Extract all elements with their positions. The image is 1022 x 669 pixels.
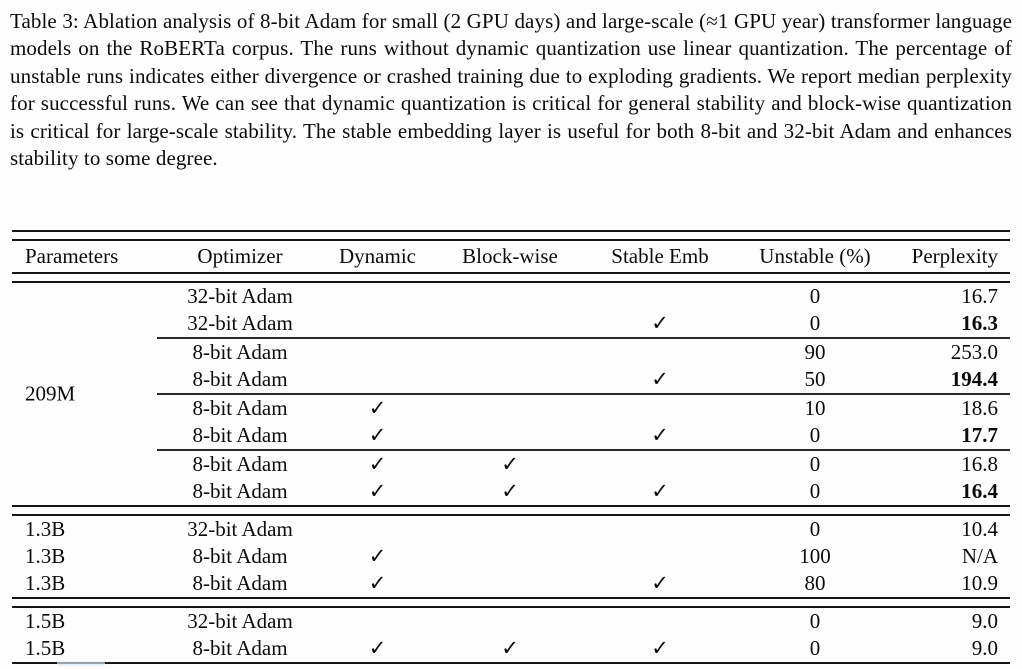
table-row xyxy=(12,310,1010,337)
cell-unstable: 0 xyxy=(809,311,821,335)
table-caption: Table 3: Ablation analysis of 8-bit Adam for small (2 GPU days) and large-scale (≈1 GPU year) transformer language models on the RoBERTa corpus. The runs without dynamic quantization use linear quantization. The percentage of unstable runs indicates either divergence or crashed training due to exploding gradients. We report median perplexity for successful runs. We can see that dynamic quantization is critical for general stability and block-wise quantization is critical for large-scale stability. The stable embedding layer is useful for both 8-bit and 32-bit Adam and enhances stability to some degree. xyxy=(10,9,1012,171)
column-header-dynamic: Dynamic xyxy=(339,244,416,268)
group-209M xyxy=(12,283,1010,505)
cell-optimizer: 8-bit Adam xyxy=(192,423,288,447)
cell-perplexity: N/A xyxy=(961,544,998,568)
cell-optimizer: 8-bit Adam xyxy=(192,452,288,476)
table-row xyxy=(12,366,1010,393)
cell-perplexity: 16.3 xyxy=(961,311,998,335)
cell-perplexity: 10.9 xyxy=(961,571,998,595)
cell-unstable: 10 xyxy=(804,396,826,420)
table-row xyxy=(12,635,1010,662)
table-row xyxy=(12,395,1010,422)
table-row xyxy=(12,570,1010,597)
table-bottom-rule xyxy=(12,662,1010,669)
cell-perplexity: 17.7 xyxy=(961,423,998,447)
cell-optimizer: 8-bit Adam xyxy=(192,340,288,364)
table-top-rule xyxy=(12,230,1010,241)
checkmark-cell-stable-emb: ✓ xyxy=(651,423,669,447)
cell-optimizer: 8-bit Adam xyxy=(192,544,288,568)
checkmark-cell-stable-emb: ✓ xyxy=(651,311,669,335)
cell-optimizer: 32-bit Adam xyxy=(187,517,293,541)
cell-perplexity: 10.4 xyxy=(961,517,998,541)
cell-unstable: 0 xyxy=(809,423,821,447)
cell-unstable: 0 xyxy=(809,517,821,541)
table-row xyxy=(12,543,1010,570)
checkmark-cell-dynamic: ✓ xyxy=(368,636,387,660)
checkmark-cell-dynamic: ✓ xyxy=(368,479,387,503)
table-row xyxy=(12,283,1010,310)
cell-optimizer: 8-bit Adam xyxy=(192,479,288,503)
cell-unstable: 0 xyxy=(809,636,821,660)
header-separator-rule xyxy=(12,272,1010,283)
cell-perplexity: 16.7 xyxy=(961,284,998,308)
cell-optimizer: 32-bit Adam xyxy=(187,311,293,335)
table-row xyxy=(12,339,1010,366)
cell-parameters: 1.3B xyxy=(25,517,66,541)
cell-parameters: 1.5B xyxy=(25,609,66,633)
cell-parameters: 1.5B xyxy=(25,636,66,660)
checkmark-cell-dynamic: ✓ xyxy=(368,544,387,568)
cell-unstable: 0 xyxy=(809,284,821,308)
cell-parameters: 1.3B xyxy=(25,571,66,595)
ablation-table xyxy=(12,230,1010,669)
column-header-blockwise: Block-wise xyxy=(462,244,558,268)
cell-unstable: 0 xyxy=(809,452,821,476)
cell-optimizer: 32-bit Adam xyxy=(187,284,293,308)
cell-optimizer: 8-bit Adam xyxy=(192,396,288,420)
cell-optimizer: 8-bit Adam xyxy=(192,571,288,595)
checkmark-cell-dynamic: ✓ xyxy=(368,452,387,476)
cell-perplexity: 16.8 xyxy=(961,452,998,476)
checkmark-cell-blockwise: ✓ xyxy=(501,636,519,660)
checkmark-cell-blockwise: ✓ xyxy=(501,452,519,476)
cell-perplexity: 194.4 xyxy=(950,367,998,391)
column-header-optimizer: Optimizer xyxy=(197,244,283,268)
column-header-stable-emb: Stable Emb xyxy=(611,244,709,268)
checkmark-cell-dynamic: ✓ xyxy=(368,571,387,595)
cell-unstable: 100 xyxy=(799,544,831,568)
checkmark-cell-stable-emb: ✓ xyxy=(651,571,669,595)
cell-perplexity: 9.0 xyxy=(971,609,998,633)
table-row xyxy=(12,422,1010,449)
cell-parameters: 1.3B xyxy=(25,544,66,568)
cell-perplexity: 16.4 xyxy=(961,479,998,503)
cell-unstable: 90 xyxy=(804,340,826,364)
cell-optimizer: 32-bit Adam xyxy=(187,609,293,633)
checkmark-cell-stable-emb: ✓ xyxy=(651,479,669,503)
cell-unstable: 80 xyxy=(804,571,826,595)
scan-artifact xyxy=(57,661,105,666)
table-row xyxy=(12,516,1010,543)
checkmark-cell-stable-emb: ✓ xyxy=(651,636,669,660)
checkmark-cell-blockwise: ✓ xyxy=(501,479,519,503)
checkmark-cell-dynamic: ✓ xyxy=(368,423,387,447)
cell-unstable: 0 xyxy=(809,479,821,503)
checkmark-cell-stable-emb: ✓ xyxy=(651,367,669,391)
cell-perplexity: 18.6 xyxy=(961,396,998,420)
cell-perplexity: 9.0 xyxy=(971,636,998,660)
group-separator-rule xyxy=(12,597,1010,608)
group-separator-rule xyxy=(12,505,1010,516)
table-row xyxy=(12,478,1010,505)
column-header-perplexity: Perplexity xyxy=(911,244,998,268)
cell-unstable: 0 xyxy=(809,609,821,633)
column-header-parameters: Parameters xyxy=(25,244,119,268)
parameters-group-label: 209M xyxy=(25,381,76,406)
cell-optimizer: 8-bit Adam xyxy=(192,636,288,660)
checkmark-cell-dynamic: ✓ xyxy=(368,396,387,420)
table-row xyxy=(12,608,1010,635)
cell-optimizer: 8-bit Adam xyxy=(192,367,288,391)
table-header-row xyxy=(12,241,1010,272)
cell-perplexity: 253.0 xyxy=(950,340,998,364)
column-header-unstable: Unstable (%) xyxy=(759,244,871,268)
table-row xyxy=(12,451,1010,478)
cell-unstable: 50 xyxy=(804,367,826,391)
